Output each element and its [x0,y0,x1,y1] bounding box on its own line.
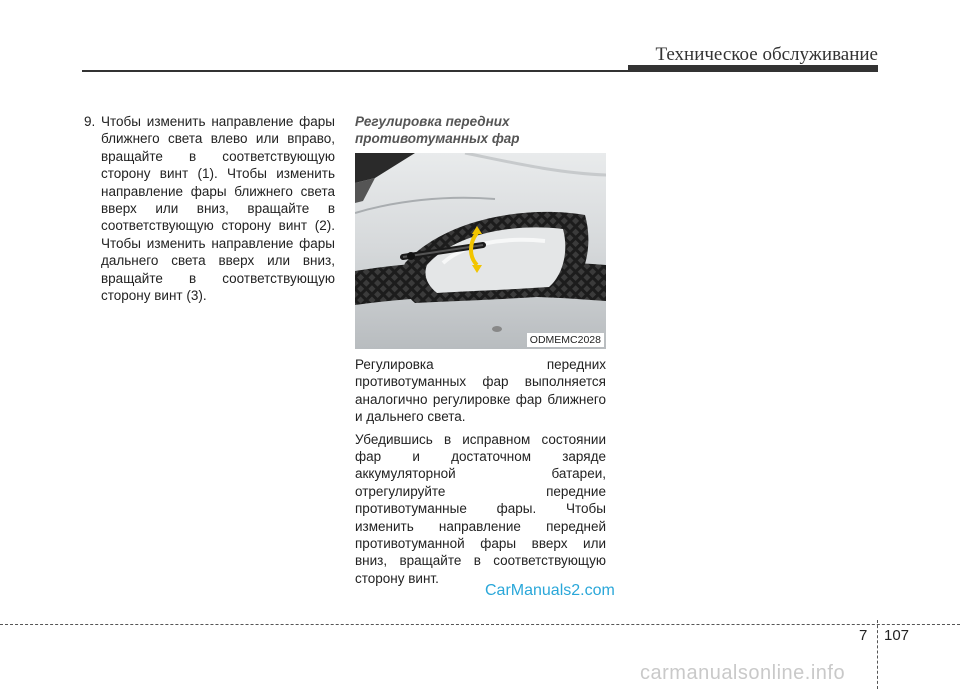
step-number: 9. [84,114,96,129]
fog-paragraph-2: Убедившись в исправном состоянии фар и достаточном заряде аккумуляторной батареи, отрегулируйте передние противотуманные фары. Чтобы изменить направление передней противотуманной фары вверх или вниз, вращайте в соответствующую сторону винт. [355,431,606,586]
footer-site-watermark[interactable]: carmanualsonline.info [640,662,846,684]
header-rule-thin [82,70,628,72]
section-number: 7 [859,627,868,644]
step-9 [84,113,335,304]
section-title: Техническое обслуживание [655,44,878,65]
header-rule-thick [628,65,878,72]
footer-dashed-line [0,624,960,625]
watermark-link[interactable]: CarManuals2.com [485,582,615,599]
fog-body [355,356,606,592]
fog-lamp-illustration [355,153,606,349]
page-number: 107 [884,627,910,644]
figure-code: ODMEMC2028 [527,333,604,347]
fog-heading-line1: Регулировка передних [355,114,510,129]
fog-lamp-figure [355,153,606,349]
fog-paragraph-1: Регулировка передних противотуманных фар выполняется аналогично регулировке фар ближнего и дальнего света. [355,357,606,425]
fog-heading [355,113,606,148]
footer-dashed-divider [877,620,878,689]
fog-heading-line2: противотуманных фар [355,131,520,147]
step-text: Чтобы изменить направление фары ближнего света влево или вправо, вращайте в соответствующую сторону винт (1). Чтобы изменить направление фары ближнего света вверх или вниз, вращайте в соответствующую сторону винт (2). Чтобы изменить направление фары дальнего света вверх или вниз, вращайте в соответствующую сторону винт (3). [101,114,335,304]
